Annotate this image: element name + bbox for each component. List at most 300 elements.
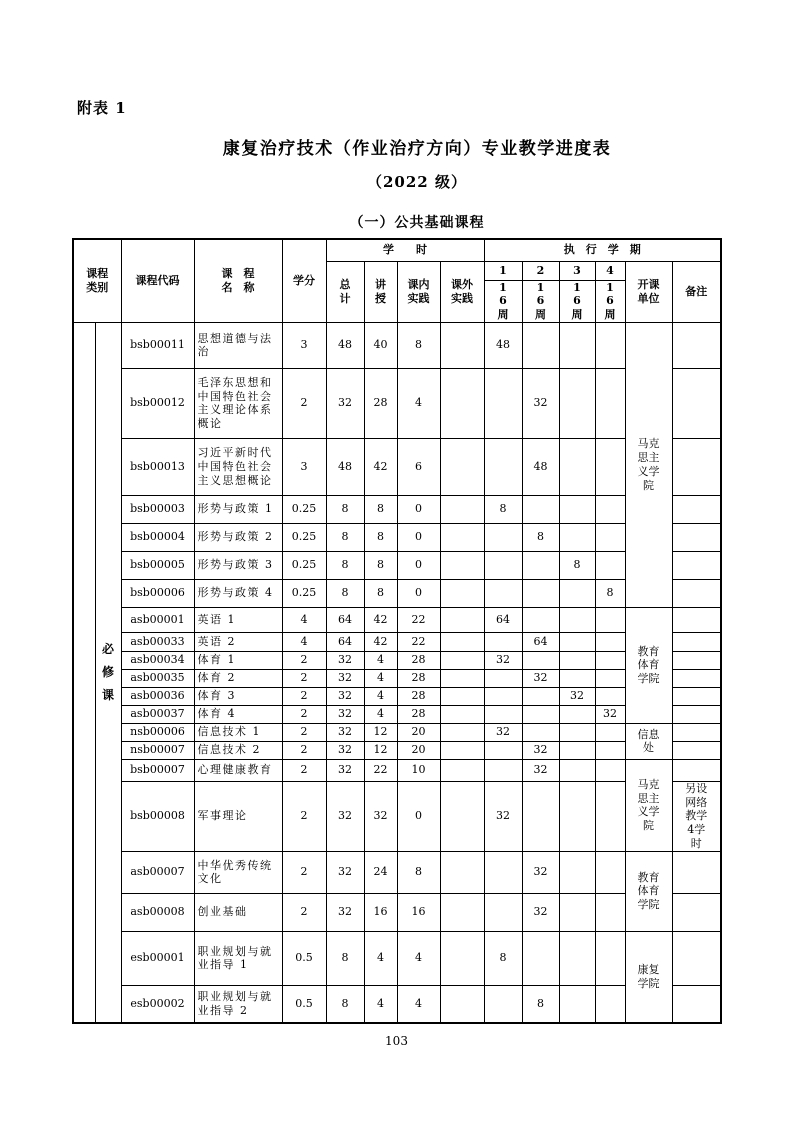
semester-3-cell <box>559 523 595 551</box>
semester-3-cell <box>559 632 595 651</box>
header-semester-4-weeks: 16周 <box>595 280 625 322</box>
lecture-hours-cell: 4 <box>364 705 397 723</box>
course-row <box>73 322 721 368</box>
header-course-code: 课程代码 <box>121 239 194 322</box>
credits-cell: 2 <box>282 759 326 781</box>
in-class-practice-cell: 0 <box>397 495 440 523</box>
total-hours-cell: 32 <box>326 669 364 687</box>
semester-3-cell <box>559 607 595 632</box>
total-hours-cell: 48 <box>326 322 364 368</box>
course-code-cell: asb00033 <box>121 632 194 651</box>
semester-2-cell <box>522 579 559 607</box>
course-code-cell: asb00001 <box>121 607 194 632</box>
semester-4-cell <box>595 669 625 687</box>
in-class-practice-cell: 4 <box>397 931 440 985</box>
semester-4-cell <box>595 438 625 495</box>
semester-3-cell <box>559 438 595 495</box>
course-row <box>73 985 721 1023</box>
course-row <box>73 851 721 893</box>
semester-1-cell: 64 <box>484 607 522 632</box>
total-hours-cell: 32 <box>326 651 364 669</box>
course-row <box>73 741 721 759</box>
semester-4-cell <box>595 687 625 705</box>
header-semester-3-weeks: 16周 <box>559 280 595 322</box>
in-class-practice-cell: 28 <box>397 669 440 687</box>
semester-4-cell <box>595 741 625 759</box>
remark-cell: 另设网络教学4学时 <box>672 781 721 851</box>
header-semester-3: 3 <box>559 261 595 280</box>
appendix-label: 附表 1 <box>77 99 127 117</box>
course-row <box>73 893 721 931</box>
course-name-cell: 形势与政策 2 <box>194 523 282 551</box>
course-code-cell: bsb00004 <box>121 523 194 551</box>
course-row <box>73 723 721 741</box>
credits-cell: 2 <box>282 893 326 931</box>
credits-cell: 0.25 <box>282 551 326 579</box>
semester-2-cell <box>522 322 559 368</box>
semester-1-cell <box>484 893 522 931</box>
semester-4-cell <box>595 931 625 985</box>
semester-1-cell <box>484 851 522 893</box>
semester-4-cell <box>595 651 625 669</box>
lecture-hours-cell: 8 <box>364 523 397 551</box>
semester-2-cell: 48 <box>522 438 559 495</box>
remark-cell <box>672 705 721 723</box>
remark-cell <box>672 438 721 495</box>
in-class-practice-cell: 4 <box>397 985 440 1023</box>
lecture-hours-cell: 8 <box>364 551 397 579</box>
credits-cell: 2 <box>282 851 326 893</box>
course-code-cell: asb00007 <box>121 851 194 893</box>
semester-3-cell <box>559 851 595 893</box>
in-class-practice-cell: 20 <box>397 741 440 759</box>
out-class-practice-cell <box>440 741 484 759</box>
header-remarks: 备注 <box>672 261 721 322</box>
course-table-body <box>73 322 721 1023</box>
header-semester-1-weeks: 16周 <box>484 280 522 322</box>
out-class-practice-cell <box>440 723 484 741</box>
semester-1-cell <box>484 759 522 781</box>
header-credits: 学分 <box>282 239 326 322</box>
course-code-cell: asb00037 <box>121 705 194 723</box>
total-hours-cell: 8 <box>326 931 364 985</box>
semester-1-cell <box>484 741 522 759</box>
out-class-practice-cell <box>440 579 484 607</box>
total-hours-cell: 32 <box>326 759 364 781</box>
course-row <box>73 781 721 851</box>
semester-4-cell <box>595 759 625 781</box>
semester-4-cell: 32 <box>595 705 625 723</box>
credits-cell: 4 <box>282 632 326 651</box>
semester-2-cell <box>522 781 559 851</box>
out-class-practice-cell <box>440 651 484 669</box>
lecture-hours-cell: 4 <box>364 651 397 669</box>
offering-unit-cell: 教育体育学院 <box>625 607 672 723</box>
in-class-practice-cell: 22 <box>397 607 440 632</box>
semester-4-cell <box>595 523 625 551</box>
in-class-practice-cell: 28 <box>397 687 440 705</box>
course-code-cell: bsb00008 <box>121 781 194 851</box>
remark-cell <box>672 893 721 931</box>
semester-4-cell <box>595 368 625 438</box>
total-hours-cell: 8 <box>326 523 364 551</box>
header-out-class-practice: 课外实践 <box>440 261 484 322</box>
course-code-cell: bsb00012 <box>121 368 194 438</box>
semester-3-cell <box>559 723 595 741</box>
cohort-label: （2022 级） <box>367 173 467 191</box>
section-title: （一）公共基础课程 <box>349 215 485 231</box>
course-row <box>73 931 721 985</box>
semester-2-cell: 32 <box>522 851 559 893</box>
credits-cell: 0.5 <box>282 931 326 985</box>
credits-cell: 4 <box>282 607 326 632</box>
total-hours-cell: 64 <box>326 632 364 651</box>
semester-3-cell <box>559 651 595 669</box>
course-code-cell: nsb00007 <box>121 741 194 759</box>
course-code-cell: bsb00013 <box>121 438 194 495</box>
credits-cell: 2 <box>282 723 326 741</box>
course-name-cell: 职业规划与就业指导 1 <box>194 931 282 985</box>
category-group-cell <box>73 322 95 1023</box>
semester-4-cell <box>595 851 625 893</box>
lecture-hours-cell: 4 <box>364 985 397 1023</box>
semester-3-cell <box>559 759 595 781</box>
credits-cell: 2 <box>282 651 326 669</box>
in-class-practice-cell: 22 <box>397 632 440 651</box>
remark-cell <box>672 607 721 632</box>
out-class-practice-cell <box>440 607 484 632</box>
semester-2-cell: 32 <box>522 741 559 759</box>
remark-cell <box>672 632 721 651</box>
course-row <box>73 523 721 551</box>
course-code-cell: nsb00006 <box>121 723 194 741</box>
lecture-hours-cell: 4 <box>364 687 397 705</box>
semester-3-cell <box>559 985 595 1023</box>
course-name-cell: 心理健康教育 <box>194 759 282 781</box>
credits-cell: 2 <box>282 669 326 687</box>
semester-1-cell: 32 <box>484 723 522 741</box>
semester-4-cell <box>595 985 625 1023</box>
remark-cell <box>672 551 721 579</box>
total-hours-cell: 32 <box>326 893 364 931</box>
out-class-practice-cell <box>440 669 484 687</box>
lecture-hours-cell: 42 <box>364 607 397 632</box>
semester-3-cell <box>559 893 595 931</box>
lecture-hours-cell: 42 <box>364 438 397 495</box>
semester-3-cell <box>559 579 595 607</box>
course-code-cell: bsb00003 <box>121 495 194 523</box>
semester-3-cell: 8 <box>559 551 595 579</box>
credits-cell: 2 <box>282 687 326 705</box>
header-lecture-hours: 讲授 <box>364 261 397 322</box>
header-course-name-line2: 名 称 <box>221 280 255 294</box>
remark-cell <box>672 851 721 893</box>
lecture-hours-cell: 4 <box>364 669 397 687</box>
semester-2-cell <box>522 931 559 985</box>
course-row <box>73 632 721 651</box>
semester-3-cell <box>559 705 595 723</box>
total-hours-cell: 48 <box>326 438 364 495</box>
offering-unit-cell: 康复学院 <box>625 931 672 1023</box>
in-class-practice-cell: 8 <box>397 851 440 893</box>
semester-3-cell <box>559 781 595 851</box>
semester-4-cell <box>595 551 625 579</box>
course-code-cell: esb00002 <box>121 985 194 1023</box>
semester-2-cell <box>522 651 559 669</box>
in-class-practice-cell: 6 <box>397 438 440 495</box>
total-hours-cell: 32 <box>326 781 364 851</box>
semester-2-cell <box>522 551 559 579</box>
course-row <box>73 368 721 438</box>
semester-3-cell <box>559 669 595 687</box>
credits-cell: 0.25 <box>282 495 326 523</box>
offering-unit-cell: 马克思主义学院 <box>625 759 672 851</box>
lecture-hours-cell: 4 <box>364 931 397 985</box>
course-name-cell: 体育 4 <box>194 705 282 723</box>
out-class-practice-cell <box>440 705 484 723</box>
credits-cell: 2 <box>282 368 326 438</box>
in-class-practice-cell: 0 <box>397 523 440 551</box>
remark-cell <box>672 651 721 669</box>
semester-2-cell: 64 <box>522 632 559 651</box>
semester-2-cell: 32 <box>522 669 559 687</box>
semester-4-cell <box>595 723 625 741</box>
semester-1-cell: 8 <box>484 931 522 985</box>
total-hours-cell: 8 <box>326 579 364 607</box>
semester-4-cell <box>595 632 625 651</box>
total-hours-cell: 32 <box>326 723 364 741</box>
out-class-practice-cell <box>440 759 484 781</box>
out-class-practice-cell <box>440 931 484 985</box>
course-row <box>73 669 721 687</box>
semester-3-cell <box>559 931 595 985</box>
semester-1-cell <box>484 632 522 651</box>
semester-1-cell <box>484 551 522 579</box>
lecture-hours-cell: 24 <box>364 851 397 893</box>
course-row <box>73 579 721 607</box>
lecture-hours-cell: 8 <box>364 579 397 607</box>
out-class-practice-cell <box>440 851 484 893</box>
semester-1-cell <box>484 438 522 495</box>
header-semester-2-weeks: 16周 <box>522 280 559 322</box>
out-class-practice-cell <box>440 551 484 579</box>
semester-2-cell: 32 <box>522 368 559 438</box>
semester-1-cell: 8 <box>484 495 522 523</box>
course-name-cell: 习近平新时代中国特色社会主义思想概论 <box>194 438 282 495</box>
header-hours-group: 学 时 <box>326 239 484 261</box>
category-required-label: 必修课 <box>101 642 114 702</box>
course-row <box>73 687 721 705</box>
header-total-hours: 总计 <box>326 261 364 322</box>
credits-cell: 3 <box>282 322 326 368</box>
semester-4-cell <box>595 893 625 931</box>
course-name-cell: 军事理论 <box>194 781 282 851</box>
remark-cell <box>672 985 721 1023</box>
course-name-cell: 体育 1 <box>194 651 282 669</box>
semester-4-cell <box>595 322 625 368</box>
course-code-cell: asb00036 <box>121 687 194 705</box>
total-hours-cell: 8 <box>326 495 364 523</box>
in-class-practice-cell: 20 <box>397 723 440 741</box>
lecture-hours-cell: 16 <box>364 893 397 931</box>
header-category: 课程类别 <box>73 239 121 322</box>
course-code-cell: asb00008 <box>121 893 194 931</box>
total-hours-cell: 8 <box>326 551 364 579</box>
course-code-cell: esb00001 <box>121 931 194 985</box>
semester-3-cell <box>559 495 595 523</box>
semester-1-cell <box>484 368 522 438</box>
course-row <box>73 651 721 669</box>
out-class-practice-cell <box>440 322 484 368</box>
course-row <box>73 551 721 579</box>
header-course-name-line1: 课 程 <box>221 267 255 281</box>
lecture-hours-cell: 28 <box>364 368 397 438</box>
offering-unit-cell: 马克思主义学院 <box>625 322 672 607</box>
in-class-practice-cell: 8 <box>397 322 440 368</box>
semester-2-cell: 8 <box>522 523 559 551</box>
remark-cell <box>672 759 721 781</box>
remark-cell <box>672 741 721 759</box>
course-name-cell: 形势与政策 4 <box>194 579 282 607</box>
remark-cell <box>672 495 721 523</box>
semester-2-cell: 8 <box>522 985 559 1023</box>
semester-3-cell <box>559 741 595 759</box>
total-hours-cell: 32 <box>326 687 364 705</box>
total-hours-cell: 8 <box>326 985 364 1023</box>
course-code-cell: bsb00006 <box>121 579 194 607</box>
lecture-hours-cell: 8 <box>364 495 397 523</box>
offering-unit-cell: 教育体育学院 <box>625 851 672 931</box>
course-name-cell: 信息技术 1 <box>194 723 282 741</box>
semester-2-cell <box>522 723 559 741</box>
semester-3-cell <box>559 322 595 368</box>
semester-1-cell: 48 <box>484 322 522 368</box>
in-class-practice-cell: 4 <box>397 368 440 438</box>
semester-1-cell <box>484 705 522 723</box>
remark-cell <box>672 931 721 985</box>
semester-1-cell <box>484 523 522 551</box>
remark-cell <box>672 579 721 607</box>
out-class-practice-cell <box>440 438 484 495</box>
course-table <box>72 238 722 1024</box>
course-name-cell: 英语 2 <box>194 632 282 651</box>
course-row <box>73 438 721 495</box>
in-class-practice-cell: 0 <box>397 781 440 851</box>
course-name-cell: 形势与政策 3 <box>194 551 282 579</box>
remark-cell <box>672 523 721 551</box>
category-required-cell <box>95 322 121 1023</box>
course-name-cell: 体育 2 <box>194 669 282 687</box>
header-semester-4: 4 <box>595 261 625 280</box>
semester-3-cell: 32 <box>559 687 595 705</box>
course-name-cell: 创业基础 <box>194 893 282 931</box>
semester-2-cell <box>522 705 559 723</box>
course-name-cell: 毛泽东思想和中国特色社会主义理论体系概论 <box>194 368 282 438</box>
offering-unit-cell: 信息处 <box>625 723 672 759</box>
remark-cell <box>672 669 721 687</box>
out-class-practice-cell <box>440 523 484 551</box>
out-class-practice-cell <box>440 687 484 705</box>
in-class-practice-cell: 0 <box>397 579 440 607</box>
header-offering-unit: 开课单位 <box>625 261 672 322</box>
out-class-practice-cell <box>440 368 484 438</box>
header-semester-1: 1 <box>484 261 522 280</box>
out-class-practice-cell <box>440 632 484 651</box>
total-hours-cell: 32 <box>326 741 364 759</box>
semester-1-cell: 32 <box>484 651 522 669</box>
in-class-practice-cell: 10 <box>397 759 440 781</box>
course-code-cell: asb00035 <box>121 669 194 687</box>
lecture-hours-cell: 32 <box>364 781 397 851</box>
credits-cell: 0.25 <box>282 579 326 607</box>
remark-cell <box>672 368 721 438</box>
semester-2-cell <box>522 495 559 523</box>
out-class-practice-cell <box>440 893 484 931</box>
course-row <box>73 607 721 632</box>
credits-cell: 2 <box>282 781 326 851</box>
course-row <box>73 759 721 781</box>
semester-2-cell: 32 <box>522 893 559 931</box>
in-class-practice-cell: 28 <box>397 705 440 723</box>
semester-4-cell <box>595 495 625 523</box>
course-code-cell: bsb00007 <box>121 759 194 781</box>
credits-cell: 0.5 <box>282 985 326 1023</box>
semester-2-cell <box>522 607 559 632</box>
header-semester-2: 2 <box>522 261 559 280</box>
course-code-cell: bsb00005 <box>121 551 194 579</box>
credits-cell: 0.25 <box>282 523 326 551</box>
credits-cell: 3 <box>282 438 326 495</box>
course-name-cell: 中华优秀传统文化 <box>194 851 282 893</box>
semester-3-cell <box>559 368 595 438</box>
course-name-cell: 英语 1 <box>194 607 282 632</box>
course-name-cell: 思想道德与法治 <box>194 322 282 368</box>
lecture-hours-cell: 22 <box>364 759 397 781</box>
semester-1-cell: 32 <box>484 781 522 851</box>
in-class-practice-cell: 16 <box>397 893 440 931</box>
course-row <box>73 705 721 723</box>
course-code-cell: asb00034 <box>121 651 194 669</box>
lecture-hours-cell: 12 <box>364 723 397 741</box>
remark-cell <box>672 322 721 368</box>
course-row <box>73 495 721 523</box>
semester-1-cell <box>484 687 522 705</box>
course-name-cell: 信息技术 2 <box>194 741 282 759</box>
in-class-practice-cell: 28 <box>397 651 440 669</box>
credits-cell: 2 <box>282 705 326 723</box>
out-class-practice-cell <box>440 781 484 851</box>
out-class-practice-cell <box>440 495 484 523</box>
header-course-name <box>194 239 282 322</box>
course-name-cell: 职业规划与就业指导 2 <box>194 985 282 1023</box>
semester-4-cell <box>595 607 625 632</box>
total-hours-cell: 32 <box>326 851 364 893</box>
remark-cell <box>672 687 721 705</box>
header-in-class-practice: 课内实践 <box>397 261 440 322</box>
semester-1-cell <box>484 669 522 687</box>
semester-2-cell: 32 <box>522 759 559 781</box>
semester-4-cell <box>595 781 625 851</box>
header-semester-group: 执 行 学 期 <box>484 239 721 261</box>
lecture-hours-cell: 42 <box>364 632 397 651</box>
semester-1-cell <box>484 579 522 607</box>
table-header <box>73 239 721 322</box>
lecture-hours-cell: 40 <box>364 322 397 368</box>
out-class-practice-cell <box>440 985 484 1023</box>
semester-2-cell <box>522 687 559 705</box>
total-hours-cell: 32 <box>326 368 364 438</box>
page-number: 103 <box>385 1034 408 1048</box>
